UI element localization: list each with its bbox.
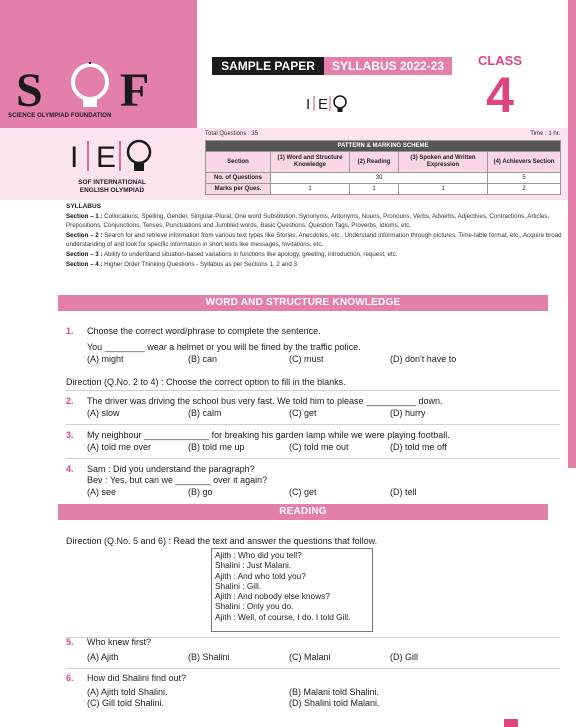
- q6-option-a[interactable]: (A) Ajith told Shalini.: [87, 687, 168, 697]
- q6-option-b[interactable]: (B) Malani told Shalini.: [289, 687, 380, 697]
- q5-option-a[interactable]: (A) Ajith: [87, 652, 119, 662]
- svg-text:I: I: [70, 141, 79, 174]
- dialogue-line: Shalini : Just Malani.: [215, 560, 292, 571]
- col-achievers: (4) Achievers Section: [488, 152, 561, 173]
- q2-option-b[interactable]: (B) calm: [188, 408, 222, 418]
- logo-caption: SCIENCE OLYMPIAD FOUNDATION: [8, 113, 112, 119]
- q5-option-b[interactable]: (B) Shalini: [188, 652, 230, 662]
- pattern-marking-table: [205, 140, 561, 195]
- q4-option-a[interactable]: (A) see: [87, 487, 117, 497]
- q4-option-d[interactable]: (D) tell: [390, 487, 417, 497]
- q2-option-c[interactable]: (C) get: [289, 408, 317, 418]
- col-section: Section: [206, 152, 271, 173]
- cell-marks-1: 1: [271, 184, 350, 195]
- syllabus-heading: SYLLABUS: [66, 203, 102, 210]
- dialogue-line: Ajith : And who told you?: [215, 570, 306, 581]
- divider: [66, 458, 560, 459]
- q6-number: 6.: [66, 673, 74, 683]
- syllabus-section-4: Section – 4 : Higher Order Thinking Questions - Syllabus as per Sections 1, 2 and 3.: [66, 261, 299, 268]
- q5-option-d[interactable]: (D) Gill: [390, 652, 418, 662]
- col-reading: (2) Reading: [350, 152, 399, 173]
- syllabus-section-3: Section – 3 : Ability to understand situation-based variations in functions like apology, greeting, introduction, request, etc.: [66, 251, 398, 258]
- olympiad-name-line1: SOF INTERNATIONAL: [78, 179, 146, 186]
- q1-option-c[interactable]: (C) must: [289, 354, 324, 364]
- svg-text:I: I: [306, 96, 311, 113]
- q2-option-d[interactable]: (D) hurry: [390, 408, 426, 418]
- q3-option-a[interactable]: (A) told me over: [87, 442, 152, 452]
- svg-text:E: E: [318, 96, 329, 113]
- q4-line2: Bev : Yes, but can we _______ over it again?: [87, 475, 268, 485]
- dialogue-line: Ajith : Who did you tell?: [215, 550, 302, 560]
- svg-text:S: S: [16, 64, 43, 112]
- q2-option-a[interactable]: (A) slow: [87, 408, 120, 418]
- q6-stem: How did Shalini find out?: [87, 673, 187, 683]
- cell-questions-merged: 30: [271, 173, 488, 184]
- section-bar-word-structure: WORD AND STRUCTURE KNOWLEDGE: [58, 295, 548, 311]
- col-word-structure: (1) Word and Structure Knowledge: [271, 152, 350, 173]
- dialogue-box: [211, 548, 373, 632]
- cell-marks-4: 2: [488, 184, 561, 195]
- class-number: 4: [486, 67, 514, 123]
- q4-number: 4.: [66, 464, 74, 474]
- q4-stem: Sam : Did you understand the paragraph?: [87, 464, 255, 474]
- q5-number: 5.: [66, 637, 74, 647]
- sof-logo: [10, 62, 190, 112]
- q5-option-c[interactable]: (C) Malani: [289, 652, 331, 662]
- divider: [66, 668, 560, 669]
- edge-accent-bar: [568, 0, 576, 468]
- syllabus-section-2: Section – 2 : Search for and retrieve information from various text types like Stories, Anecdotes, etc., Understand information through pictures, Time-table format, etc., Acquire broad understanding of and look for specific information in short texts like messages, Invitations, etc.: [66, 232, 562, 249]
- row-label-questions: No. of Questions: [206, 173, 271, 184]
- ieo-logo-small: [302, 92, 352, 114]
- q1-option-b[interactable]: (B) can: [188, 354, 218, 364]
- q1-number: 1.: [66, 326, 74, 336]
- q4-option-b[interactable]: (B) go: [188, 487, 213, 497]
- q3-option-b[interactable]: (B) told me up: [188, 442, 245, 452]
- q2-stem: The driver was driving the school bus very fast. We told him to please __________ down.: [87, 396, 443, 406]
- olympiad-name-line2: ENGLISH OLYMPIAD: [79, 187, 145, 194]
- q3-option-d[interactable]: (D) told me off: [390, 442, 447, 452]
- q3-option-c[interactable]: (C) told me out: [289, 442, 349, 452]
- direction-q2-4: Direction (Q.No. 2 to 4) : Choose the correct option to fill in the blanks.: [66, 377, 346, 387]
- olympiad-name: [38, 179, 186, 195]
- dialogue-line: Ajith : Well, of course, I do. I told Gill.: [215, 611, 351, 622]
- ieo-logo-large: [62, 135, 160, 175]
- page-corner-tab: [504, 719, 518, 727]
- dialogue-line: Shalini : Gill.: [215, 580, 262, 591]
- direction-q5-6: Direction (Q.No. 5 and 6) : Read the text and answer the questions that follow.: [66, 536, 378, 546]
- cell-questions-achievers: 5: [488, 173, 561, 184]
- q5-stem: Who knew first?: [87, 637, 152, 647]
- q1-sentence: You ________ wear a helmet or you will be fined by the traffic police.: [87, 342, 361, 352]
- q1-option-a[interactable]: (A) might: [87, 354, 124, 364]
- syllabus-section-1: Section – 1 : Collocations, Spelling, Gender, Singular-Plural, One word Substitution, Synonyms, Antonyms, Nouns, Pronouns, Verbs, Adverbs, Adjectives, Contractions, Articles, Prepositions, Conjunctions, Tenses, Punctuations and Jumbled words, Basic Questions, Question Tags, Proverbs, Idioms, etc.: [66, 213, 550, 230]
- q3-number: 3.: [66, 430, 74, 440]
- total-questions: Total Questions : 35: [205, 131, 259, 137]
- dialogue-line: Ajith : And nobody else knows?: [215, 591, 330, 602]
- dialogue-line: Shalini : Only you do.: [215, 601, 294, 612]
- svg-text:E: E: [96, 141, 117, 174]
- title-sample-paper: SAMPLE PAPER: [212, 57, 324, 75]
- q4-option-c[interactable]: (C) get: [289, 487, 317, 497]
- section-bar-reading: READING: [58, 504, 548, 520]
- divider: [66, 424, 560, 425]
- title-syllabus-year: SYLLABUS 2022-23: [324, 57, 452, 75]
- col-spoken-written: (3) Spoken and Written Expression: [399, 152, 488, 173]
- class-label: CLASS: [477, 53, 523, 68]
- cell-marks-3: 1: [399, 184, 488, 195]
- q6-option-c[interactable]: (C) Gill told Shalini.: [87, 698, 165, 708]
- q2-number: 2.: [66, 396, 74, 406]
- row-label-marks: Marks per Ques.: [206, 184, 271, 195]
- cell-marks-2: 1: [350, 184, 399, 195]
- time-limit: Time : 1 hr.: [530, 131, 560, 137]
- q6-option-d[interactable]: (D) Shalini told Malani.: [289, 698, 380, 708]
- svg-text:F: F: [120, 64, 150, 112]
- table-title: PATTERN & MARKING SCHEME: [206, 141, 561, 152]
- q3-stem: My neighbour _____________ for breaking his garden lamp while we were playing football.: [87, 430, 450, 440]
- divider: [66, 390, 560, 391]
- q1-option-d[interactable]: (D) don't have to: [390, 354, 457, 364]
- q1-stem: Choose the correct word/phrase to complete the sentence.: [87, 326, 321, 336]
